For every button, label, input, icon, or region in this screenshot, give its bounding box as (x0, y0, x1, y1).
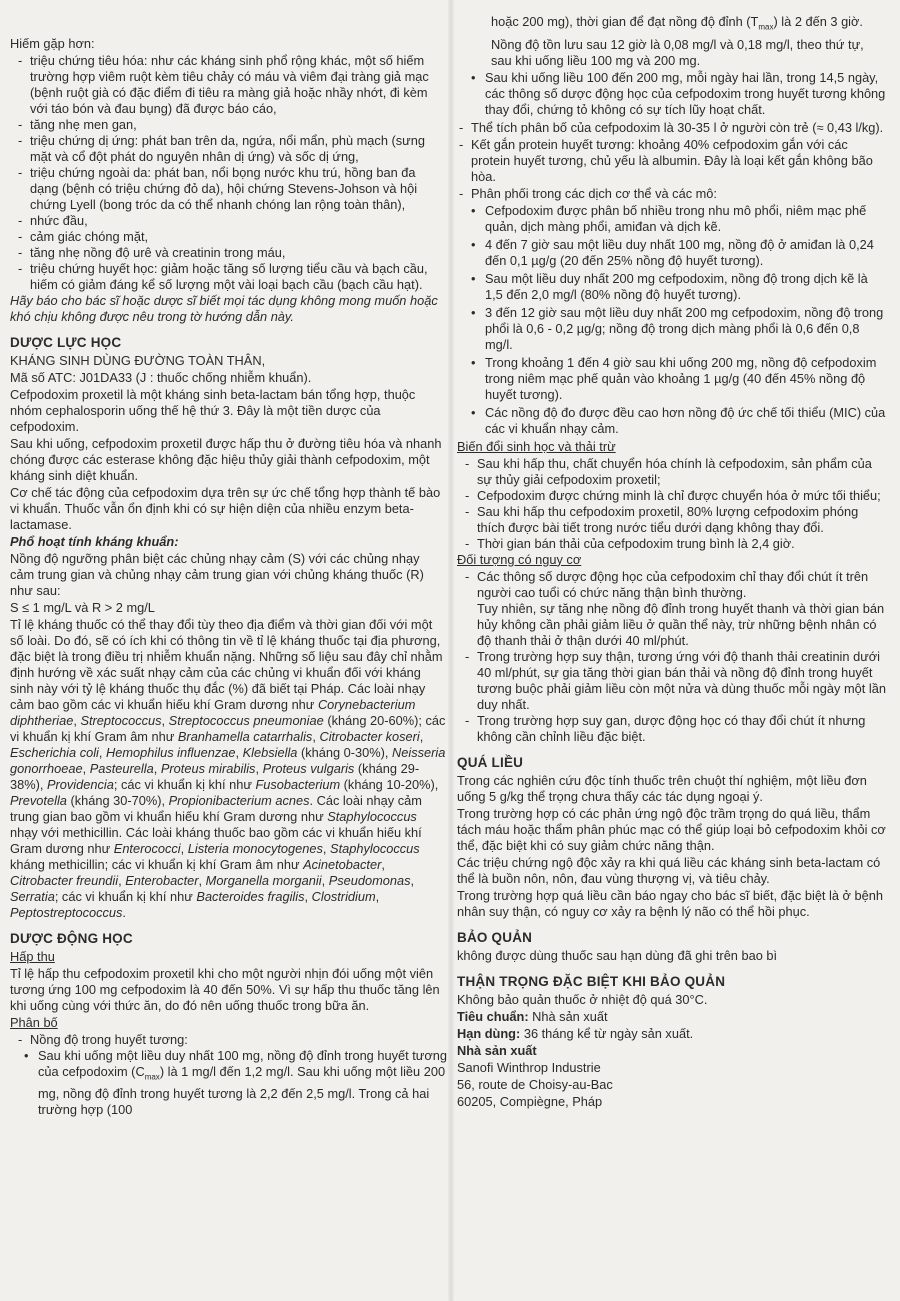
species-name: Bacteroides fragilis (196, 889, 305, 904)
species-name: Streptococcus (80, 713, 162, 728)
storage-paragraph: không được dùng thuốc sau hạn dùng đã ghi trên bao bì (457, 947, 778, 963)
species-name: Hemophilus influenzae (106, 745, 236, 760)
plasma-sublist (10, 1048, 447, 1118)
inform-doctor-note: Hãy báo cho bác sĩ hoặc dược sĩ biết mọi tác dụng không mong muốn hoặc khó chịu không được nêu trong tờ hướng dẫn này. (10, 293, 438, 324)
metabolism-list (457, 456, 887, 552)
list-item: • Các nồng độ đo được đều cao hơn nồng độ ức chế tối thiểu (MIC) của các vi khuẩn nhạy cảm. (457, 405, 887, 437)
list-item: - Trong trường hợp suy gan, dược động học có thay đổi chút ít nhưng không cần chỉnh liều đặc biệt. (457, 713, 887, 745)
list-item: • 3 đến 12 giờ sau một liều duy nhất 200 mg cefpodoxim, nồng độ trong phổi là 0,6 - 0,2 µg/g; nồng độ trong dịch màng phổi là 0,6 đến 0,8 mg/l. (457, 305, 887, 353)
species-name: Corynebacterium diphtheriae (10, 697, 416, 728)
list-item: • Sau khi uống một liều duy nhất 100 mg, nồng độ đỉnh trong huyết tương của cefpodoxim $(C_{max})$ là 1 mg/l đến 1,2 mg/l. Sau khi uống một liều 200 mg, nồng độ đỉnh trong huyết tương là 2,2 đến 2,5 mg/l. Trong cả hai trường hợp (100 (10, 1048, 447, 1118)
distribution-heading: Phân bố (10, 1015, 58, 1030)
species-name: Propionibacterium acnes (168, 793, 310, 808)
species-name: Staphylococcus (330, 841, 420, 856)
overdose-paragraph: Trong trường hợp có các phản ứng ngộ độc trầm trọng do quá liều, thẩm tách máu hoặc thẩm phân phúc mạc có thể giúp loại bỏ cefpodoxim khỏi cơ thể, đặc biệt khi có suy giảm chức năng thận. (457, 805, 886, 853)
spectrum-species-paragraph: Tỉ lệ kháng thuốc có thể thay đổi tùy theo địa điểm và thời gian đối với một số loài. Do đó, sẽ có ích khi có thông tin về tỉ lệ kháng thuốc tại địa phương, đặc biệt là trong điều trị nhiễm khuẩn nặng. Những số liệu sau đây chỉ nhằm định hướng về xác suất nhạy cảm của các chủng vi khuẩn đối với kháng sinh này với tỷ lệ kháng thuốc thụ đắc (%) đã biết tại Pháp. Các loài nhạy cảm bao gồm các vi khuẩn hiếu khí Gram dương như Corynebacterium diphtheriae, Streptococcus, Streptococcus pneumoniae (kháng 20-60%); các vi khuẩn kị khí Gram âm như Branhamella catarrhalis, Citrobacter koseri, Escherichia coli, Hemophilus influenzae, Klebsiella (kháng 0-30%), Neisseria gonorrhoeae, Pasteurella, Proteus mirabilis, Proteus vulgaris (kháng 29-38%), Providencia; các vi khuẩn kị khí như Fusobacterium (kháng 10-20%), Prevotella (kháng 30-70%), Propionibacterium acnes. Các loài nhạy cảm trung gian bao gồm vi khuẩn hiếu khí Gram dương như Staphylococcus nhạy với methicillin. Các loài kháng thuốc bao gồm các vi khuẩn hiếu khí Gram dương như Enterococci, Listeria monocytogenes, Staphylococcus kháng methicillin; các vi khuẩn kị khí Gram âm như Acinetobacter, Citrobacter freundii, Enterobacter, Morganella morganii, Pseudomonas, Serratia; các vi khuẩn kị khí như Bacteroides fragilis, Clostridium, Peptostreptococcus. (10, 617, 446, 920)
pharmacokinetics-heading: DƯỢC ĐỘNG HỌC (10, 931, 133, 946)
spectrum-threshold: S ≤ 1 mg/L và R > 2 mg/L (10, 600, 155, 615)
overdose-paragraph: Trong trường hợp quá liều cần báo ngay cho bác sĩ biết, đặc biệt là ở bệnh nhân suy thận, có nguy cơ xảy ra bệnh lý não có thể hồi phục. (457, 887, 883, 919)
species-name: Klebsiella (242, 745, 298, 760)
pd-paragraph: Sau khi uống, cefpodoxim proxetil được hấp thu ở đường tiêu hóa và nhanh chóng được các esterase không đặc hiệu thủy giải thành cefpodoxim, một kháng sinh diệt khuẩn. (10, 436, 442, 483)
species-name: Providencia (47, 777, 114, 792)
pk-continued: hoặc 200 mg), thời gian để đạt nồng độ đỉnh $(T_{max})$ là 2 đến 3 giờ. (491, 14, 863, 32)
protein-binding: - Kết gắn protein huyết tương: khoảng 40% cefpodoxim gắn với các protein huyết tương, chủ yếu là albumin. Đây là loại kết gắn không bão hòa. (457, 137, 887, 185)
list-item: - Nồng độ trong huyết tương: • Sau khi uống một liều duy nhất 100 mg, nồng độ đỉnh trong huyết tương của cefpodoxim $(C_{max})$ là 1 mg/l đến 1,2 mg/l. Sau khi uống một liều 200 mg, nồng độ đỉnh trong huyết tương là 2,2 đến 2,5 mg/l. Trong cả hai trường hợp (100 (10, 1032, 447, 1118)
species-name: Streptococcus pneumoniae (168, 713, 324, 728)
pd-paragraph: Cefpodoxim proxetil là một kháng sinh beta-lactam bán tổng hợp, thuộc nhóm cephalosporin uống thế hệ thứ 3. Đây là một tiền dược của cefpodoxim. (10, 387, 416, 434)
absorption-heading: Hấp thu (10, 949, 55, 964)
species-name: Neisseria gonorrhoeae (10, 745, 446, 776)
species-name: Listeria monocytogenes (187, 841, 323, 856)
rare-effects-list (10, 53, 447, 293)
repeat-dose-list (457, 70, 887, 118)
species-name: Staphylococcus (327, 809, 417, 824)
manufacturer-city: 60205, Compiègne, Pháp (457, 1093, 603, 1109)
tissue-distribution-list (457, 203, 887, 437)
species-name: Pasteurella (89, 761, 154, 776)
species-name: Citrobacter koseri (319, 729, 420, 744)
manufacturer-address: 56, route de Choisy-au-Bac (457, 1076, 613, 1092)
species-name: Prevotella (10, 793, 67, 808)
species-name: Escherichia coli (10, 745, 99, 760)
list-item: - Thời gian bán thải của cefpodoxim trung bình là 2,4 giờ. (457, 536, 887, 552)
metabolism-heading: Biến đổi sinh học và thải trừ (457, 438, 616, 454)
residual-concentration: Nồng độ tồn lưu sau 12 giờ là 0,08 mg/l và 0,18 mg/l, theo thứ tự, sau khi uống liều 100 mg và 200 mg. (491, 36, 864, 68)
standard-line: Tiêu chuẩn: Nhà sản xuất (457, 1008, 608, 1024)
special-storage-heading: THẬN TRỌNG ĐẶC BIỆT KHI BẢO QUẢN (457, 973, 726, 989)
species-name: Citrobacter freundii (10, 873, 119, 888)
atc-code: Mã số ATC: J01DA33 (J : thuốc chống nhiễm khuẩn). (10, 370, 312, 385)
rare-effects-title: Hiếm gặp hơn: (10, 36, 95, 51)
absorption-paragraph: Tỉ lệ hấp thu cefpodoxim proxetil khi cho một người nhịn đói uống một viên tương ứng 100 mg cefpodoxim là 40 đến 50%. Vì sự hấp thu thuốc tăng lên khi uống cùng với thức ăn, do đó nên uống thuốc trong bữa ăn. (10, 966, 440, 1013)
plasma-list (10, 1032, 447, 1118)
overdose-heading: QUÁ LIỀU (457, 754, 524, 770)
species-name: Clostridium (311, 889, 376, 904)
species-name: Branhamella catarrhalis (177, 729, 313, 744)
list-item: - triệu chứng huyết học: giảm hoặc tăng số lượng tiểu cầu và bạch cầu, hiếm có giảm đáng kể số lượng một vài loại bạch cầu (bạch cầu hạt). (10, 261, 447, 293)
list-item: - Cefpodoxim được chứng minh là chỉ được chuyển hóa ở mức tối thiểu; (457, 488, 887, 504)
list-item: - Các thông số dược động học của cefpodoxim chỉ thay đổi chút ít trên người cao tuổi có chức năng thận bình thường. Tuy nhiên, sự tăng nhẹ nồng độ đỉnh trong huyết thanh và thời gian bán hủy không cần phải giảm liều ở quần thể này, trừ những bệnh nhân có độ thanh thải ở thận dưới 40 ml/phút. (457, 569, 887, 649)
manufacturer-name: Sanofi Winthrop Industrie (457, 1059, 601, 1075)
species-name: Proteus vulgaris (262, 761, 355, 776)
list-item: - tăng nhẹ men gan, (10, 117, 447, 133)
species-name: Acinetobacter (303, 857, 382, 872)
species-name: Pseudomonas (328, 873, 411, 888)
expiry-line: Hạn dùng: 36 tháng kể từ ngày sản xuất. (457, 1025, 694, 1041)
pd-subheading: KHÁNG SINH DÙNG ĐƯỜNG TOÀN THÂN, (10, 353, 266, 368)
list-item: • Cefpodoxim được phân bố nhiều trong nhu mô phổi, niêm mạc phế quản, dịch màng phổi, amiđan và dịch kẽ. (457, 203, 887, 235)
overdose-paragraph: Các triệu chứng ngộ độc xảy ra khi quá liều các kháng sinh beta-lactam có thể là buồn nôn, nôn, đau vùng thượng vị, và tiêu chảy. (457, 854, 881, 886)
risk-groups-list (457, 569, 887, 745)
species-name: Fusobacterium (255, 777, 341, 792)
volume-of-distribution: - Thể tích phân bố của cefpodoxim là 30-35 l ở người còn trẻ (≈ 0,43 l/kg). (457, 120, 887, 136)
tissue-distribution-heading: - Phân phối trong các dịch cơ thể và các mô: (457, 186, 887, 202)
species-name: Serratia (10, 889, 55, 904)
list-item: - nhức đầu, (10, 213, 447, 229)
risk-groups-heading: Đối tượng có nguy cơ (457, 551, 582, 567)
species-name: Morganella morganii (205, 873, 322, 888)
right-column (457, 14, 887, 1111)
spectrum-paragraph: Nồng độ ngưỡng phân biệt các chủng nhạy cảm (S) với các chủng nhạy cảm trung gian và chủng nhạy cảm trung gian với chủng kháng thuốc (R) như sau: (10, 551, 424, 598)
storage-temperature: Không bảo quản thuốc ở nhiệt độ quá 30°C. (457, 991, 708, 1007)
species-name: Enterobacter (125, 873, 199, 888)
list-item: • Sau một liều duy nhất 200 mg cefpodoxim, nồng độ trong dịch kẽ là 1,5 đến 2,0 mg/l (80% nồng độ huyết tương). (457, 271, 887, 303)
list-item: - cảm giác chóng mặt, (10, 229, 447, 245)
pharmacodynamics-heading: DƯỢC LỰC HỌC (10, 335, 122, 350)
list-item: - triệu chứng dị ứng: phát ban trên da, ngứa, nổi mẩn, phù mạch (sưng mặt và cổ đột phát do nguyên nhân dị ứng) và sốc dị ứng, (10, 133, 447, 165)
overdose-paragraph: Trong các nghiên cứu độc tính thuốc trên chuột thí nghiệm, một liều đơn uống 5 g/kg thể trọng chưa thấy các tác dụng ngoại ý. (457, 772, 867, 804)
manufacturer-label: Nhà sản xuất (457, 1042, 537, 1058)
species-name: Enterococci (113, 841, 181, 856)
list-item: - tăng nhẹ nồng độ urê và creatinin trong máu, (10, 245, 447, 261)
species-name: Peptostreptococcus (10, 905, 123, 920)
list-item: - Sau khi hấp thu, chất chuyển hóa chính là cefpodoxim, sản phẩm của sự thủy giải cefpodoxim proxetil; (457, 456, 887, 488)
list-item: - triệu chứng ngoài da: phát ban, nổi bọng nước khu trú, hồng ban đa dạng (bệnh có triệu chứng đỏ da), hội chứng Stevens-Johson và hội chứng Lyell (bong tróc da có thể nhanh chóng lan rộng toàn thân), (10, 165, 447, 213)
list-item: - Sau khi hấp thu cefpodoxim proxetil, 80% lượng cefpodoxim phóng thích được bài tiết trong nước tiểu dưới dạng không thay đổi. (457, 504, 887, 536)
list-item: • Trong khoảng 1 đến 4 giờ sau khi uống 200 mg, nồng độ cefpodoxim trong niêm mạc phế quản vào khoảng 1 µg/g (40 đến 45% nồng độ huyết tương). (457, 355, 887, 403)
paper-fold-shadow (448, 0, 454, 1301)
storage-heading: BẢO QUẢN (457, 929, 533, 945)
list-item: • 4 đến 7 giờ sau một liều duy nhất 100 mg, nồng độ ở amiđan là 0,24 đến 0,1 µg/g (20 đến 25% nồng độ huyết tương). (457, 237, 887, 269)
species-name: Proteus mirabilis (160, 761, 256, 776)
spectrum-heading: Phổ hoạt tính kháng khuẩn: (10, 534, 179, 549)
list-item: - triệu chứng tiêu hóa: như các kháng sinh phổ rộng khác, một số hiếm trường hợp viêm ruột kèm tiêu chảy có máu và viêm đại tràng giả mạc (bệnh ruột già có đặc điểm đi tiêu ra màng giả hoặc nhầy nhớt, đi kèm với táo bón và đau bụng) đã được báo cáo, (10, 53, 447, 117)
pd-paragraph: Cơ chế tác động của cefpodoxim dựa trên sự ức chế tổng hợp thành tế bào vi khuẩn. Thuốc vẫn ổn định khi có sự hiện diện của nhiều enzym beta-lactamase. (10, 485, 441, 532)
left-column (10, 14, 447, 1120)
list-item: • Sau khi uống liều 100 đến 200 mg, mỗi ngày hai lần, trong 14,5 ngày, các thông số dược động học của cefpodoxim trong huyết tương không thay đổi, chứng tỏ không có sự tích lũy hoạt chất. (457, 70, 887, 118)
list-item: - Trong trường hợp suy thận, tương ứng với độ thanh thải creatinin dưới 40 ml/phút, sự gia tăng thời gian bán thải và nồng độ đỉnh trong huyết tương buộc phải giảm liều còn một nửa và dùng thuốc mỗi ngày một lần duy nhất. (457, 649, 887, 713)
